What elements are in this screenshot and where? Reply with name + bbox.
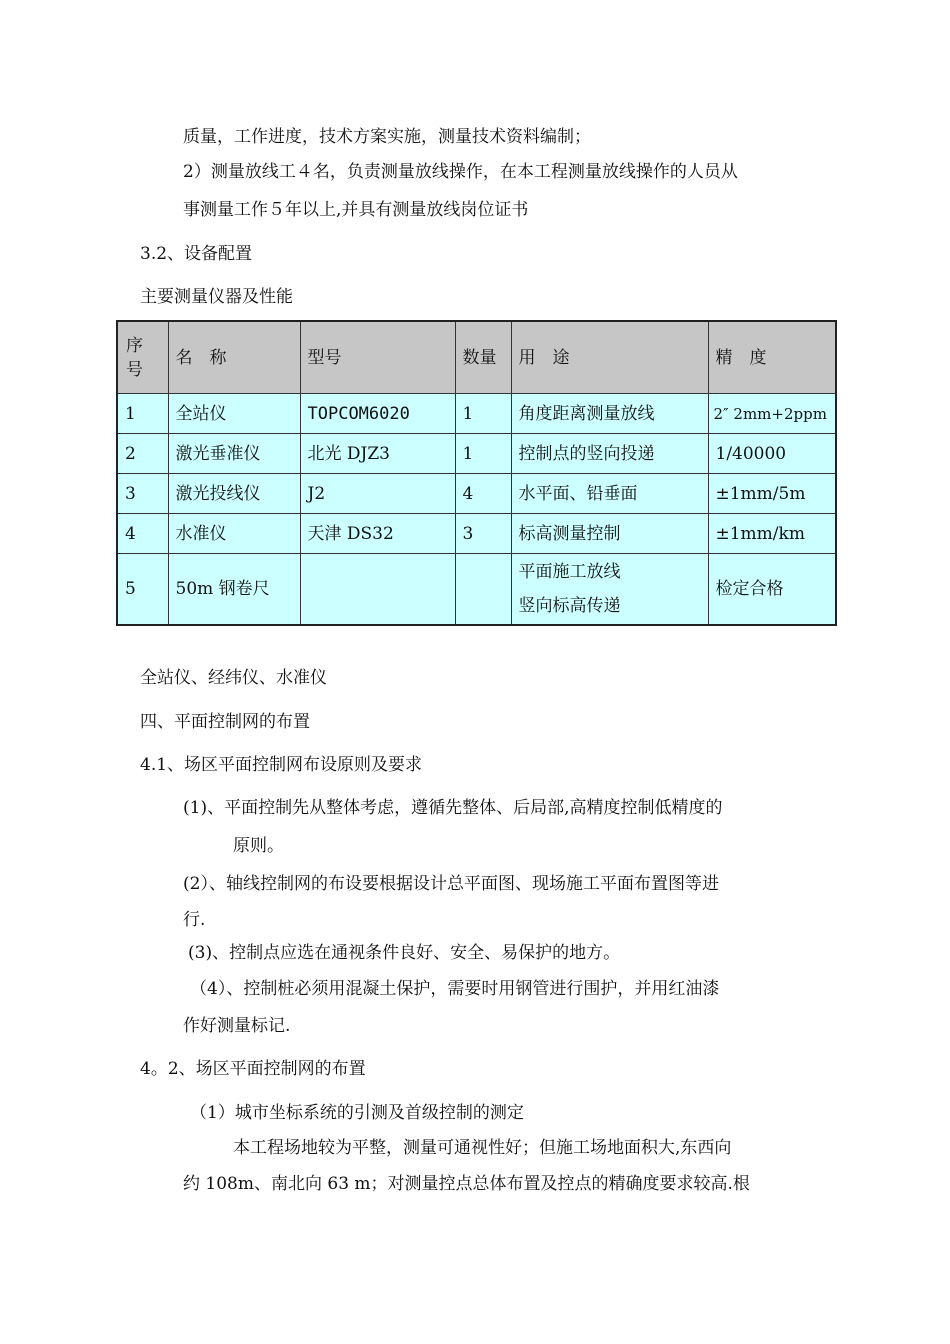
cell-use: 标高测量控制 bbox=[511, 514, 708, 554]
cell-use-line: 竖向标高传递 bbox=[518, 596, 621, 616]
section-heading-4: 四、平面控制网的布置 bbox=[140, 712, 310, 732]
cell-precision: 1/40000 bbox=[708, 434, 836, 474]
body-line: 约 108m、南北向 63 m；对测量控点总体布置及控点的精确度要求较高.根 bbox=[183, 1174, 750, 1194]
cell-use: 控制点的竖向投递 bbox=[511, 434, 708, 474]
header-use: 用 途 bbox=[511, 321, 708, 394]
cell-qty: 4 bbox=[455, 474, 511, 514]
table-caption: 主要测量仪器及性能 bbox=[140, 287, 293, 307]
cell-qty: 1 bbox=[455, 394, 511, 434]
cell-model: J2 bbox=[300, 474, 455, 514]
section-heading-3-2: 3.2、设备配置 bbox=[140, 244, 253, 264]
header-precision: 精 度 bbox=[708, 321, 836, 394]
cell-use-line: 平面施工放线 bbox=[518, 562, 621, 582]
rule-line: (2）、轴线控制网的布设要根据设计总平面图、现场施工平面布置图等进 bbox=[183, 874, 719, 894]
cell-name: 水准仪 bbox=[168, 514, 300, 554]
cell-qty bbox=[455, 554, 511, 626]
cell-name: 激光垂准仪 bbox=[168, 434, 300, 474]
rule-line: (1)、平面控制先从整体考虑，遵循先整体、后局部,高精度控制低精度的 bbox=[183, 798, 723, 818]
cell-name: 50m 钢卷尺 bbox=[168, 554, 300, 626]
cell-precision: ±1mm/km bbox=[708, 514, 836, 554]
header-qty: 数量 bbox=[455, 321, 511, 394]
cell-use: 角度距离测量放线 bbox=[511, 394, 708, 434]
cell-model: TOPCOM6020 bbox=[300, 394, 455, 434]
rule-line: (3)、控制点应选在通视条件良好、安全、易保护的地方。 bbox=[188, 943, 621, 963]
cell-model: 天津 DS32 bbox=[300, 514, 455, 554]
equipment-table bbox=[116, 320, 837, 626]
cell-model: 北光 DJZ3 bbox=[300, 434, 455, 474]
table-row bbox=[117, 434, 836, 474]
cell-qty: 1 bbox=[455, 434, 511, 474]
cell-no: 4 bbox=[117, 514, 168, 554]
rule-line: 行. bbox=[183, 910, 206, 930]
section-heading-4-2: 4。2、场区平面控制网的布置 bbox=[140, 1059, 366, 1079]
cell-qty: 3 bbox=[455, 514, 511, 554]
header-model: 型号 bbox=[300, 321, 455, 394]
cell-no: 5 bbox=[117, 554, 168, 626]
paragraph-line: 质量，工作进度，技术方案实施，测量技术资料编制； bbox=[183, 127, 591, 147]
instruments-line: 全站仪、经纬仪、水准仪 bbox=[140, 668, 327, 688]
rule-line: （4）、控制桩必须用混凝土保护，需要时用钢管进行围护，并用红油漆 bbox=[190, 979, 720, 999]
header-no: 序号 bbox=[117, 321, 168, 394]
rule-line: 作好测量标记. bbox=[183, 1016, 291, 1036]
section-heading-4-1: 4.1、场区平面控制网布设原则及要求 bbox=[140, 755, 423, 775]
table-row bbox=[117, 554, 836, 626]
cell-model bbox=[300, 554, 455, 626]
paragraph-line: 事测量工作５年以上,并具有测量放线岗位证书 bbox=[183, 200, 529, 220]
table-row bbox=[117, 514, 836, 554]
rule-line: 原则。 bbox=[233, 836, 284, 856]
cell-no: 1 bbox=[117, 394, 168, 434]
body-line: 本工程场地较为平整，测量可通视性好；但施工场地面积大,东西向 bbox=[233, 1138, 732, 1158]
header-name: 名 称 bbox=[168, 321, 300, 394]
cell-name: 激光投线仪 bbox=[168, 474, 300, 514]
table-header-row bbox=[117, 321, 836, 394]
cell-name: 全站仪 bbox=[168, 394, 300, 434]
cell-no: 3 bbox=[117, 474, 168, 514]
subsection-heading: （1）城市坐标系统的引测及首级控制的测定 bbox=[190, 1103, 524, 1123]
table-row bbox=[117, 394, 836, 434]
cell-use bbox=[511, 554, 708, 626]
cell-precision: 2″ 2mm+2ppm bbox=[708, 394, 836, 434]
cell-precision: 检定合格 bbox=[708, 554, 836, 626]
paragraph-line: 2）测量放线工４名，负责测量放线操作，在本工程测量放线操作的人员从 bbox=[183, 162, 738, 182]
cell-use: 水平面、铅垂面 bbox=[511, 474, 708, 514]
table-row bbox=[117, 474, 836, 514]
cell-precision: ±1mm/5m bbox=[708, 474, 836, 514]
cell-no: 2 bbox=[117, 434, 168, 474]
